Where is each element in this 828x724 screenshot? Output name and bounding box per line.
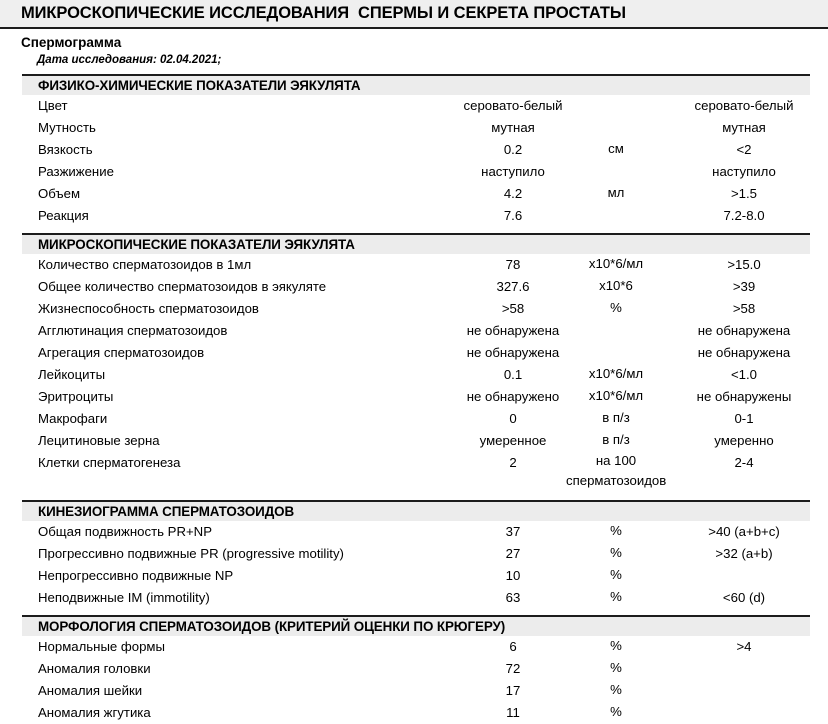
row-value: не обнаружено <box>466 389 560 404</box>
section-title: МИКРОСКОПИЧЕСКИЕ ПОКАЗАТЕЛИ ЭЯКУЛЯТА <box>38 237 355 252</box>
row-value: умеренное <box>479 433 547 448</box>
row-value: 17 <box>505 683 521 698</box>
table-row <box>0 521 828 543</box>
section-rows <box>0 521 828 609</box>
row-value: серовато-белый <box>463 98 563 113</box>
table-row <box>0 636 828 658</box>
row-value: мутная <box>491 120 535 135</box>
row-label: Цвет <box>38 98 68 113</box>
row-label: Макрофаги <box>38 411 108 426</box>
row-value: наступило <box>481 164 545 179</box>
row-value: 78 <box>505 257 521 272</box>
row-unit: х10*6/мл <box>588 256 644 271</box>
section-title: ФИЗИКО-ХИМИЧЕСКИЕ ПОКАЗАТЕЛИ ЭЯКУЛЯТА <box>38 78 361 93</box>
row-unit: см <box>608 141 624 156</box>
row-reference-range: >40 (a+b+c) <box>708 524 780 539</box>
table-row <box>0 254 828 276</box>
row-reference-range: >32 (a+b) <box>715 546 773 561</box>
row-label: Неподвижные IM (immotility) <box>38 590 210 605</box>
row-value: не обнаружена <box>466 345 560 360</box>
row-unit: % <box>610 682 622 697</box>
table-row <box>0 161 828 183</box>
row-label: Агрегация сперматозоидов <box>38 345 205 360</box>
row-value: 0.2 <box>503 142 523 157</box>
row-unit: % <box>610 523 622 538</box>
section-title: КИНЕЗИОГРАММА СПЕРМАТОЗОИДОВ <box>38 504 295 519</box>
row-unit: % <box>610 638 622 653</box>
row-label: Непрогрессивно подвижные NP <box>38 568 234 583</box>
report-subtitle: Спермограмма <box>21 35 122 50</box>
table-row <box>0 565 828 587</box>
table-row <box>0 342 828 364</box>
row-reference-range: >39 <box>732 279 756 294</box>
row-unit: в п/з <box>602 432 630 447</box>
row-unit: х10*6 <box>599 278 633 293</box>
row-reference-range: >15.0 <box>727 257 761 272</box>
row-unit: % <box>610 567 622 582</box>
row-value: 6 <box>509 639 517 654</box>
row-label: Аномалия головки <box>38 661 151 676</box>
row-value: 11 <box>506 705 520 720</box>
row-value: 7.6 <box>503 208 523 223</box>
row-label: Количество сперматозоидов в 1мл <box>38 257 252 272</box>
row-reference-range: мутная <box>722 120 766 135</box>
row-value: не обнаружена <box>466 323 560 338</box>
row-reference-range: >4 <box>736 639 752 654</box>
table-row <box>0 320 828 342</box>
row-value: 0 <box>509 411 517 426</box>
row-value: 63 <box>505 590 521 605</box>
row-reference-range: <60 (d) <box>722 590 766 605</box>
row-value: 10 <box>505 568 521 583</box>
section-header <box>22 615 810 636</box>
table-row <box>0 183 828 205</box>
row-reference-range: не обнаружены <box>696 389 792 404</box>
row-value: 327.6 <box>496 279 530 294</box>
row-label: Общая подвижность PR+NP <box>38 524 213 539</box>
row-label: Разжижение <box>38 164 114 179</box>
table-row <box>0 205 828 227</box>
row-reference-range: не обнаружена <box>697 345 791 360</box>
study-date: Дата исследования: 02.04.2021; <box>37 54 222 66</box>
section-rows <box>0 95 828 227</box>
row-unit: мл <box>607 185 625 200</box>
table-row <box>0 408 828 430</box>
row-label: Аномалия шейки <box>38 683 143 698</box>
table-row <box>0 658 828 680</box>
row-reference-range: 0-1 <box>734 411 754 426</box>
row-reference-range: 2-4 <box>734 455 754 470</box>
section-header <box>22 233 810 254</box>
table-row <box>0 680 828 702</box>
section-header <box>22 74 810 95</box>
row-label: Нормальные формы <box>38 639 165 654</box>
table-row <box>0 298 828 320</box>
row-reference-range: умеренно <box>714 433 774 448</box>
row-label: Клетки сперматогенеза <box>38 455 181 470</box>
row-unit: х10*6/мл <box>588 366 644 381</box>
row-value: 27 <box>505 546 521 561</box>
row-value: >58 <box>501 301 525 316</box>
row-reference-range: не обнаружена <box>697 323 791 338</box>
table-row <box>0 95 828 117</box>
row-value: 2 <box>509 455 517 470</box>
row-value: 72 <box>505 661 521 676</box>
row-unit: в п/з <box>602 410 630 425</box>
row-label: Лейкоциты <box>38 367 106 382</box>
row-unit: % <box>610 545 622 560</box>
row-reference-range: >1.5 <box>730 186 758 201</box>
row-reference-range: <1.0 <box>730 367 758 382</box>
row-reference-range: наступило <box>712 164 776 179</box>
row-reference-range: <2 <box>736 142 752 157</box>
row-unit: х10*6/мл <box>588 388 644 403</box>
row-label: Общее количество сперматозоидов в эякуляте <box>38 279 327 294</box>
row-label: Жизнеспособность сперматозоидов <box>38 301 259 316</box>
row-value: 37 <box>505 524 521 539</box>
row-label: Мутность <box>38 120 96 135</box>
row-label: Объем <box>38 186 81 201</box>
table-row <box>0 452 828 488</box>
section-title: МОРФОЛОГИЯ СПЕРМАТОЗОИДОВ (КРИТЕРИЙ ОЦЕНКИ ПО КРЮГЕРУ) <box>38 619 506 634</box>
row-label: Вязкость <box>38 142 93 157</box>
row-label: Прогрессивно подвижные PR (progressive motility) <box>38 546 344 561</box>
row-unit: % <box>610 300 622 315</box>
table-row <box>0 276 828 298</box>
row-label: Аномалия жгутика <box>38 705 151 720</box>
section-rows <box>0 254 828 488</box>
row-label: Агглютинация сперматозоидов <box>38 323 228 338</box>
section-header <box>22 500 810 521</box>
section-rows <box>0 636 828 724</box>
row-label: Лецитиновые зерна <box>38 433 160 448</box>
table-row <box>0 386 828 408</box>
row-label: Эритроциты <box>38 389 114 404</box>
table-row <box>0 543 828 565</box>
table-row <box>0 430 828 452</box>
row-unit: % <box>610 704 622 719</box>
sections-container <box>0 74 828 724</box>
row-unit: на 100 сперматозоидов <box>566 453 667 488</box>
table-row <box>0 702 828 724</box>
row-value: 0.1 <box>503 367 523 382</box>
table-row <box>0 139 828 161</box>
row-reference-range: >58 <box>732 301 756 316</box>
row-value: 4.2 <box>503 186 523 201</box>
row-unit: % <box>610 660 622 675</box>
row-reference-range: серовато-белый <box>694 98 794 113</box>
row-reference-range: 7.2-8.0 <box>723 208 765 223</box>
table-row <box>0 117 828 139</box>
document-title-band <box>0 0 828 29</box>
table-row <box>0 587 828 609</box>
page-title: МИКРОСКОПИЧЕСКИЕ ИССЛЕДОВАНИЯ СПЕРМЫ И СЕКРЕТА ПРОСТАТЫ <box>21 4 626 22</box>
table-row <box>0 364 828 386</box>
row-unit: % <box>610 589 622 604</box>
row-label: Реакция <box>38 208 89 223</box>
